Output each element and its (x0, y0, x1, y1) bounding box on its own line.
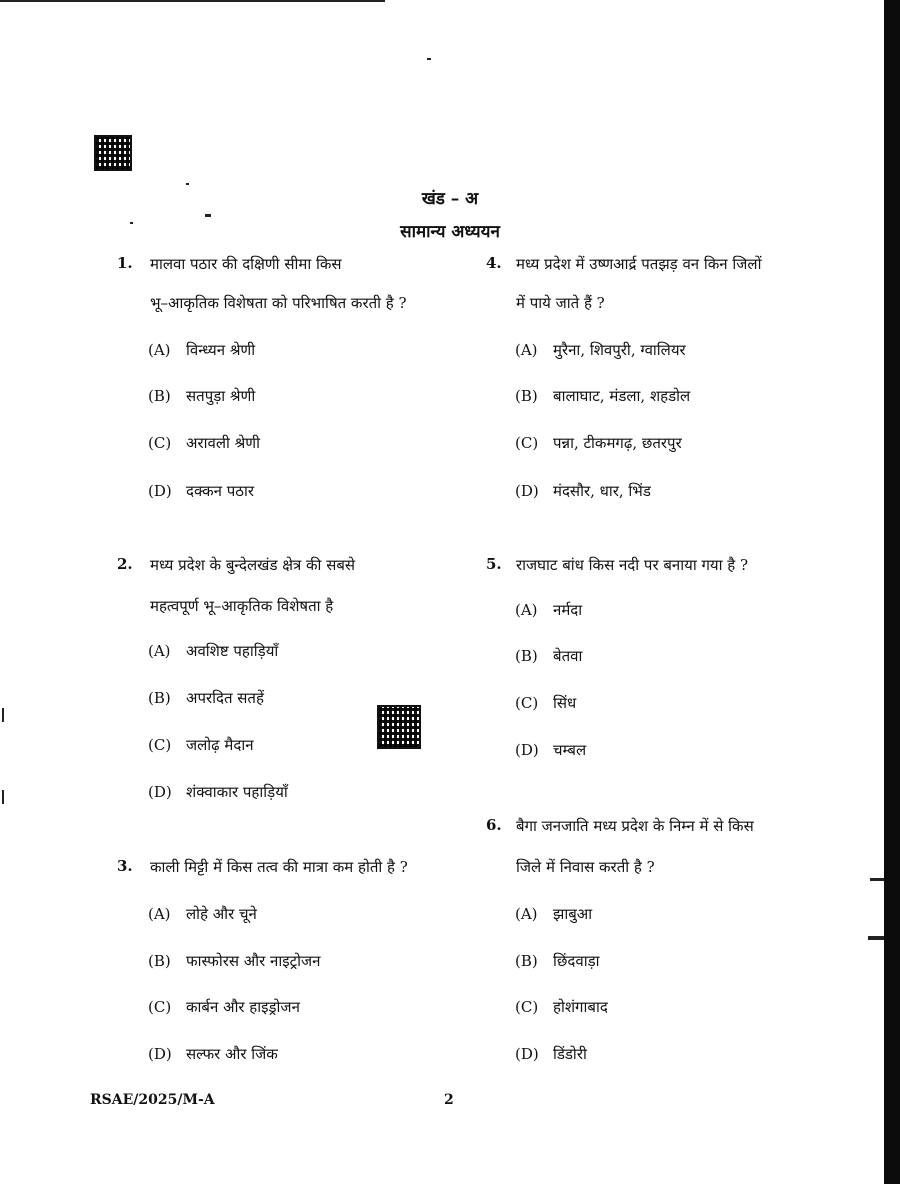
qr-code-icon (377, 705, 421, 749)
option-text: झाबुआ (553, 905, 593, 923)
option-d[interactable] (148, 782, 288, 802)
paper-code: RSAE/2025/M-A (90, 1092, 215, 1108)
option-d[interactable] (148, 1044, 278, 1064)
option-b[interactable] (515, 951, 600, 971)
option-text: सल्फर और जिंक (186, 1045, 278, 1063)
option-label: (B) (148, 387, 171, 405)
option-label: (A) (148, 341, 171, 359)
option-d[interactable] (515, 740, 586, 760)
option-text: मुरैना, शिवपुरी, ग्वालियर (553, 341, 686, 359)
option-text: जलोढ़ मैदान (186, 736, 254, 754)
option-d[interactable] (148, 481, 254, 501)
option-label: (C) (148, 736, 172, 754)
option-label: (A) (515, 601, 538, 619)
question-text: राजघाट बांध किस नदी पर बनाया गया है ? (516, 556, 749, 574)
option-a[interactable] (515, 600, 582, 620)
option-label: (D) (148, 783, 172, 801)
option-b[interactable] (148, 951, 321, 971)
question-number: 3. (117, 857, 133, 875)
option-label: (B) (515, 387, 538, 405)
option-text: नर्मदा (553, 601, 583, 619)
option-label: (C) (148, 998, 172, 1016)
section-subtitle: सामान्य अध्ययन (400, 222, 500, 242)
option-text: अवशिष्ट पहाड़ियाँ (186, 642, 279, 660)
option-text: फास्फोरस और नाइट्रोजन (186, 952, 321, 970)
question-number: 5. (486, 555, 502, 573)
question-text: मालवा पठार की दक्षिणी सीमा किस (150, 255, 342, 273)
question-text: जिले में निवास करती है ? (516, 858, 655, 876)
option-text: सतपुड़ा श्रेणी (186, 387, 256, 405)
option-label: (C) (515, 694, 539, 712)
question-text: मध्य प्रदेश में उष्णआर्द्र पतझड़ वन किन जिलों (516, 255, 762, 273)
option-text: लोहे और चूने (186, 905, 257, 923)
option-text: दक्कन पठार (186, 482, 255, 500)
option-label: (D) (148, 482, 172, 500)
option-label: (B) (148, 952, 171, 970)
scan-speck (868, 936, 884, 940)
option-text: बालाघाट, मंडला, शहडोल (553, 387, 691, 405)
option-label: (D) (515, 741, 539, 759)
option-b[interactable] (515, 386, 690, 406)
option-text: बेतवा (553, 647, 583, 665)
option-label: (D) (148, 1045, 172, 1063)
option-label: (A) (148, 642, 171, 660)
option-a[interactable] (515, 904, 592, 924)
option-text: सिंध (553, 694, 577, 712)
scan-right-edge (884, 0, 900, 1184)
question-text: महत्वपूर्ण भू–आकृतिक विशेषता है (150, 597, 334, 615)
option-text: छिंदवाड़ा (553, 952, 600, 970)
question-text: बैगा जनजाति मध्य प्रदेश के निम्न में से किस (516, 817, 754, 835)
page-number: 2 (444, 1092, 454, 1108)
option-c[interactable] (148, 735, 254, 755)
question-text: भू–आकृतिक विशेषता को परिभाषित करती है ? (150, 294, 407, 312)
option-c[interactable] (515, 693, 576, 713)
option-text: डिंडोरी (553, 1045, 587, 1063)
question-number: 6. (486, 816, 502, 834)
option-text: होशंगाबाद (553, 998, 608, 1016)
option-text: पन्ना, टीकमगढ़, छतरपुर (553, 434, 682, 452)
scan-speck (2, 708, 4, 722)
option-label: (B) (515, 647, 538, 665)
option-b[interactable] (148, 386, 255, 406)
scan-speck (186, 183, 189, 185)
scan-speck (2, 790, 4, 804)
option-c[interactable] (148, 433, 260, 453)
option-d[interactable] (515, 1044, 587, 1064)
option-label: (A) (148, 905, 171, 923)
section-title: खंड – अ (421, 189, 479, 209)
option-a[interactable] (148, 340, 255, 360)
option-c[interactable] (148, 997, 300, 1017)
option-label: (C) (515, 998, 539, 1016)
option-text: विन्ध्यन श्रेणी (186, 341, 256, 359)
option-text: चम्बल (553, 741, 587, 759)
scan-speck (870, 878, 884, 881)
question-text: में पाये जाते हैं ? (516, 294, 605, 312)
option-label: (D) (515, 1045, 539, 1063)
option-a[interactable] (148, 641, 278, 661)
option-label: (A) (515, 341, 538, 359)
option-text: शंक्वाकार पहाड़ियाँ (186, 783, 288, 801)
option-c[interactable] (515, 997, 608, 1017)
scan-top-line (0, 0, 385, 2)
qr-code-icon (94, 135, 132, 171)
option-d[interactable] (515, 481, 651, 501)
question-number: 4. (486, 254, 502, 272)
option-label: (B) (148, 689, 171, 707)
option-c[interactable] (515, 433, 682, 453)
question-text: काली मिट्टी में किस तत्व की मात्रा कम होती है ? (150, 858, 408, 876)
question-number: 1. (117, 254, 133, 272)
option-b[interactable] (148, 688, 264, 708)
question-number: 2. (117, 555, 133, 573)
option-label: (B) (515, 952, 538, 970)
option-label: (C) (515, 434, 539, 452)
option-text: अपरदित सतहें (186, 689, 264, 707)
option-text: मंदसौर, धार, भिंड (553, 482, 651, 500)
option-label: (C) (148, 434, 172, 452)
option-a[interactable] (148, 904, 257, 924)
option-b[interactable] (515, 646, 582, 666)
option-text: अरावली श्रेणी (186, 434, 260, 452)
scan-speck (205, 214, 211, 217)
option-a[interactable] (515, 340, 686, 360)
option-text: कार्बन और हाइड्रोजन (186, 998, 300, 1016)
option-label: (A) (515, 905, 538, 923)
question-text: मध्य प्रदेश के बुन्देलखंड क्षेत्र की सबसे (150, 556, 356, 574)
option-label: (D) (515, 482, 539, 500)
scan-speck (427, 58, 431, 60)
